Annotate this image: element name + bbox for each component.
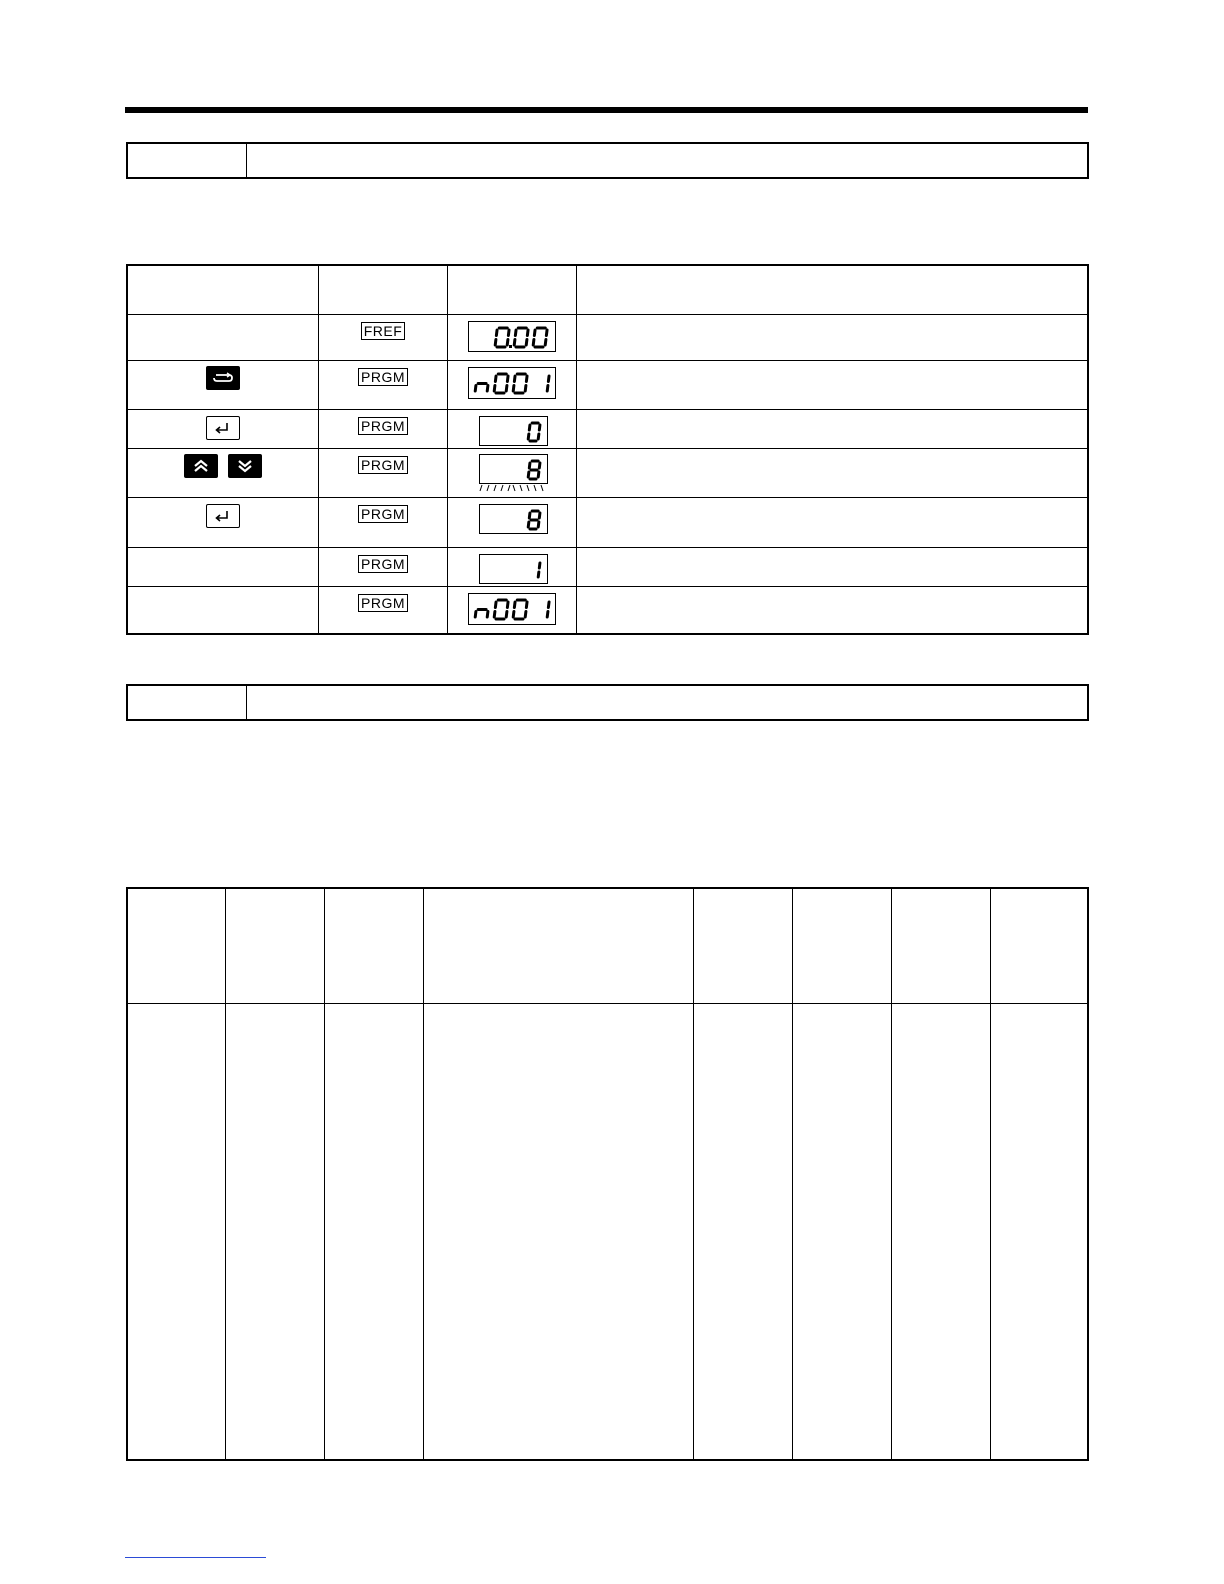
lcd-segment bbox=[487, 612, 488, 618]
blink-tick bbox=[527, 485, 529, 491]
lcd-display bbox=[468, 593, 556, 625]
lcd-display bbox=[479, 416, 548, 446]
lcd-segment bbox=[506, 612, 507, 618]
lcd-segment bbox=[494, 612, 495, 618]
procedure-row bbox=[127, 498, 1088, 548]
mode-key-icon[interactable] bbox=[206, 366, 240, 390]
lcd-segment bbox=[525, 386, 526, 392]
page-top-rule bbox=[125, 107, 1088, 113]
blink-tick bbox=[508, 485, 510, 491]
display-cell bbox=[447, 449, 576, 498]
blink-tick bbox=[520, 485, 522, 491]
blink-tick bbox=[501, 485, 503, 491]
param-cell-4 bbox=[423, 1004, 693, 1461]
procedure-row bbox=[127, 587, 1088, 634]
blink-tick bbox=[541, 485, 543, 491]
indicator-cell bbox=[319, 315, 448, 361]
explanation-cell bbox=[576, 410, 1088, 449]
lcd-segment bbox=[530, 463, 531, 468]
lcd-segment bbox=[507, 602, 508, 608]
lcd-segment bbox=[527, 330, 528, 336]
key-cell bbox=[127, 498, 319, 548]
lcd-segment bbox=[506, 386, 507, 392]
param-header-8 bbox=[990, 888, 1088, 1004]
lcd-display bbox=[479, 454, 548, 484]
param-cell-8 bbox=[990, 1004, 1088, 1461]
param-header-2 bbox=[226, 888, 325, 1004]
blink-tick bbox=[534, 485, 536, 491]
param-cell-1 bbox=[127, 1004, 226, 1461]
lcd-segment bbox=[533, 340, 534, 346]
enter-key-icon[interactable] bbox=[206, 504, 240, 528]
mode-indicator: FREF bbox=[361, 322, 406, 340]
indicator-cell bbox=[319, 498, 448, 548]
indicator-cell bbox=[319, 449, 448, 498]
lcd-segment bbox=[529, 434, 530, 439]
header-key-sequence bbox=[127, 265, 319, 315]
header-explanation bbox=[576, 265, 1088, 315]
param-header-4 bbox=[423, 888, 693, 1004]
lcd-segment bbox=[548, 602, 549, 608]
lcd-segment bbox=[539, 572, 540, 577]
enter-key-icon[interactable] bbox=[206, 416, 240, 440]
lcd-segment bbox=[540, 425, 541, 430]
lcd-display bbox=[479, 554, 548, 584]
blinking-indicator-icon bbox=[476, 484, 548, 492]
lcd-segment bbox=[539, 434, 540, 439]
explanation-cell bbox=[576, 361, 1088, 410]
lcd-display bbox=[468, 367, 556, 399]
mode-indicator: PRGM bbox=[358, 594, 408, 612]
blink-tick bbox=[480, 485, 482, 491]
key-cell bbox=[127, 410, 319, 449]
lcd-display bbox=[479, 504, 548, 534]
lcd-segment bbox=[526, 602, 527, 608]
footer-link-underline bbox=[125, 1557, 266, 1558]
lcd-decimal-point bbox=[509, 345, 512, 348]
lcd-segment bbox=[475, 612, 476, 618]
lcd-segment bbox=[515, 330, 516, 336]
display-cell bbox=[447, 315, 576, 361]
display-cell bbox=[447, 410, 576, 449]
header-indicator bbox=[319, 265, 448, 315]
lcd-segment bbox=[495, 376, 496, 382]
lcd-segment bbox=[494, 386, 495, 392]
lcd-segment bbox=[547, 386, 548, 392]
indicator-cell bbox=[319, 410, 448, 449]
parameter-table-row bbox=[127, 1004, 1088, 1461]
lcd-segment bbox=[529, 472, 530, 477]
lcd-segment bbox=[475, 386, 476, 392]
section-header-2-text bbox=[247, 686, 1087, 719]
parameter-table bbox=[126, 887, 1089, 1461]
procedure-row bbox=[127, 410, 1088, 449]
param-header-5 bbox=[694, 888, 793, 1004]
key-cell bbox=[127, 361, 319, 410]
display-cell bbox=[447, 498, 576, 548]
procedure-row bbox=[127, 315, 1088, 361]
section-header-2-label bbox=[128, 686, 247, 719]
up-key-icon[interactable] bbox=[184, 454, 218, 478]
lcd-segment bbox=[547, 612, 548, 618]
blink-tick bbox=[513, 485, 515, 491]
procedure-row bbox=[127, 361, 1088, 410]
lcd-segment bbox=[526, 340, 527, 346]
lcd-segment bbox=[545, 340, 546, 346]
key-cell bbox=[127, 449, 319, 498]
lcd-segment bbox=[526, 376, 527, 382]
lcd-segment bbox=[495, 602, 496, 608]
param-header-6 bbox=[793, 888, 892, 1004]
display-cell bbox=[447, 361, 576, 410]
lcd-segment bbox=[495, 340, 496, 346]
lcd-segment bbox=[507, 340, 508, 346]
down-key-icon[interactable] bbox=[228, 454, 262, 478]
key-cell bbox=[127, 548, 319, 587]
lcd-segment bbox=[514, 376, 515, 382]
mode-indicator: PRGM bbox=[358, 368, 408, 386]
indicator-cell bbox=[319, 548, 448, 587]
lcd-segment bbox=[530, 513, 531, 518]
lcd-segment bbox=[530, 425, 531, 430]
param-cell-3 bbox=[325, 1004, 424, 1461]
lcd-segment bbox=[507, 376, 508, 382]
key-cell bbox=[127, 315, 319, 361]
indicator-cell bbox=[319, 361, 448, 410]
param-cell-6 bbox=[793, 1004, 892, 1461]
lcd-segment bbox=[540, 463, 541, 468]
procedure-table bbox=[126, 264, 1089, 635]
param-header-3 bbox=[325, 888, 424, 1004]
explanation-cell bbox=[576, 548, 1088, 587]
blink-tick bbox=[487, 485, 489, 491]
explanation-cell bbox=[576, 449, 1088, 498]
lcd-segment bbox=[525, 612, 526, 618]
lcd-segment bbox=[539, 522, 540, 527]
param-header-1 bbox=[127, 888, 226, 1004]
lcd-segment bbox=[514, 602, 515, 608]
lcd-segment bbox=[529, 522, 530, 527]
lcd-segment bbox=[540, 563, 541, 568]
lcd-display bbox=[468, 321, 556, 352]
lcd-segment bbox=[513, 612, 514, 618]
lcd-segment bbox=[513, 386, 514, 392]
procedure-table-header bbox=[127, 265, 1088, 315]
key-cell bbox=[127, 587, 319, 634]
display-cell bbox=[447, 548, 576, 587]
lcd-segment bbox=[496, 330, 497, 336]
mode-indicator: PRGM bbox=[358, 555, 408, 573]
section-header-1 bbox=[126, 142, 1089, 179]
param-cell-7 bbox=[891, 1004, 990, 1461]
section-header-1-label bbox=[128, 144, 247, 177]
parameter-table-header bbox=[127, 888, 1088, 1004]
lcd-segment bbox=[539, 472, 540, 477]
display-cell bbox=[447, 587, 576, 634]
param-header-7 bbox=[891, 888, 990, 1004]
explanation-cell bbox=[576, 498, 1088, 548]
lcd-segment bbox=[487, 386, 488, 392]
mode-indicator: PRGM bbox=[358, 456, 408, 474]
explanation-cell bbox=[576, 315, 1088, 361]
lcd-segment bbox=[514, 340, 515, 346]
lcd-segment bbox=[534, 330, 535, 336]
param-cell-2 bbox=[226, 1004, 325, 1461]
lcd-segment bbox=[540, 513, 541, 518]
param-cell-5 bbox=[694, 1004, 793, 1461]
lcd-segment bbox=[508, 330, 509, 336]
header-display bbox=[447, 265, 576, 315]
mode-indicator: PRGM bbox=[358, 417, 408, 435]
section-header-1-text bbox=[247, 144, 1087, 177]
explanation-cell bbox=[576, 587, 1088, 634]
blink-tick bbox=[494, 485, 496, 491]
mode-indicator: PRGM bbox=[358, 505, 408, 523]
indicator-cell bbox=[319, 587, 448, 634]
procedure-row bbox=[127, 548, 1088, 587]
lcd-segment bbox=[548, 376, 549, 382]
procedure-row bbox=[127, 449, 1088, 498]
lcd-segment bbox=[546, 330, 547, 336]
section-header-2 bbox=[126, 684, 1089, 721]
